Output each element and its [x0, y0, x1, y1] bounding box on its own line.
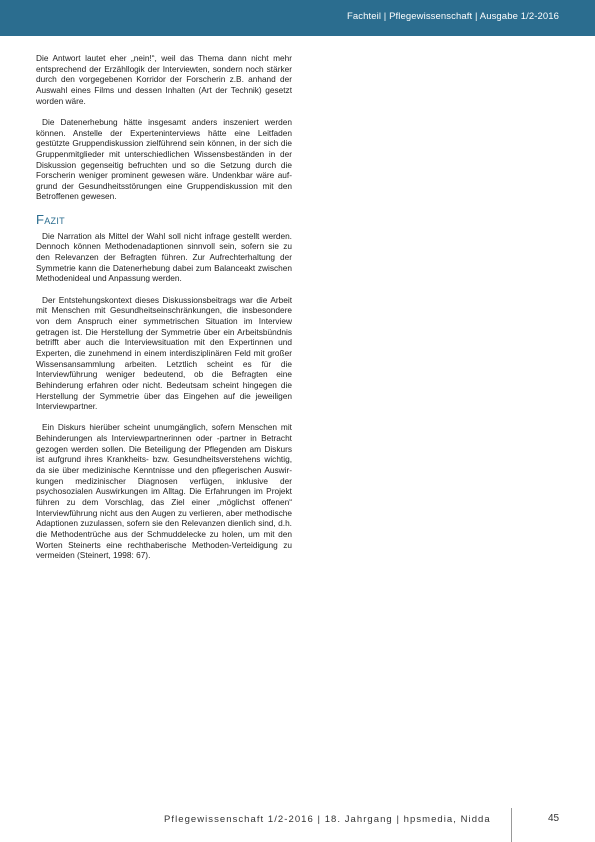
paragraph: Die Narration als Mittel der Wahl soll nicht infrage gestellt werden. Dennoch können Methodenadaptionen sinnvoll sein, sofern sie zu den Relevanzen der Befragten führen. Zur Aufrechterhaltung der Symmetrie kann die Datenerhebung dabei zum Balanceakt zwischen Methodenideal und Anpassung werden. [36, 230, 292, 284]
paragraph: Die Datenerhebung hätte insgesamt anders inszeniert werden können. Anstelle der Experteninterviews hätte eine Leitfaden gestützte Gruppendiskussion zielführend sein können, in der sich die Gruppenmitglieder mit unterschiedlichen Wissensbeständen in der Diskussion gegenseitig befruchten und so die Setzung durch die Forscherin weniger prominent gewesen wäre. Undenkbar wäre aufgrund der Gesundheitsstörungen eine Gruppendiskussion mit den Betroffenen gewesen. [36, 116, 292, 202]
paragraph: Ein Diskurs hierüber scheint unumgänglich, sofern Menschen mit Behinderungen als Interviewpartnerinnen oder -partner in Betracht gezogen werden sollen. Die Beteiligung der Pflegenden am Diskurs ist aufgrund ihres Krankheits- bzw. Gesundheitsverstehens wichtig, da sie über medizinische Kenntnisse und den pflegerischen Auswirkungen medizinischer Diagnosen verfügen, inklusive der psychosozialen Auswirkungen im Alltag. Die Erfahrungen im Projekt führen zu dem Vorschlag, das Ziel einer „möglichst offenen“ Interviewführung nicht aus den Augen zu verlieren, aber methodische Adaptionen zuzulassen, sofern sie den Relevanzen dienlich sind, d.h. die Methodentrüche aus der Schmuddelecke zu holen, um mit den Worten Steinerts eine rechthaberische Methoden-Verteidigung zu vermeiden (Steinert, 1998: 67). [36, 422, 292, 561]
article-column [36, 53, 292, 572]
paragraph: Die Antwort lautet eher „nein!“, weil das Thema dann nicht mehr entsprechend der Erzähllogik der Interviewten, sondern noch stärker durch den vorgegebenen Korridor der Forscherin z.B. anhand der Auswahl eines Films und dessen Inhalten (Art der Technik) gesetzt worden wäre. [36, 53, 292, 106]
footer-divider [511, 808, 512, 842]
running-footer: Pflegewissenschaft 1/2-2016 | 18. Jahrgang | hpsmedia, Nidda [164, 814, 491, 825]
paragraph: Der Entstehungskontext dieses Diskussionsbeitrags war die Arbeit mit Menschen mit Gesundheitseinschränkungen, die insbesondere von dem Anspruch einer symmetrischen Situation im Interview getragen ist. Die Herstellung der Symmetrie über ein Arbeitsbündnis betrifft aber auch die Interviewsituation mit den Expertinnen und Experten, die zunehmend in einem interdisziplinären Feld mit großer Wissensansammlung arbeiten. Letztlich scheint es für die Interviewführung weniger bedeutend, ob die Befragten eine Behinderung erfahren oder nicht. Bedeutsam scheint hingegen die Herstellung der Symmetrie über das Eingehen auf die jeweiligen Interviewpartner. [36, 294, 292, 412]
section-heading-fazit: Fazit [36, 211, 65, 227]
running-header: Fachteil | Pflegewissenschaft | Ausgabe 1/2-2016 [347, 11, 559, 22]
page-number: 45 [548, 813, 560, 824]
header-bar [0, 0, 595, 36]
